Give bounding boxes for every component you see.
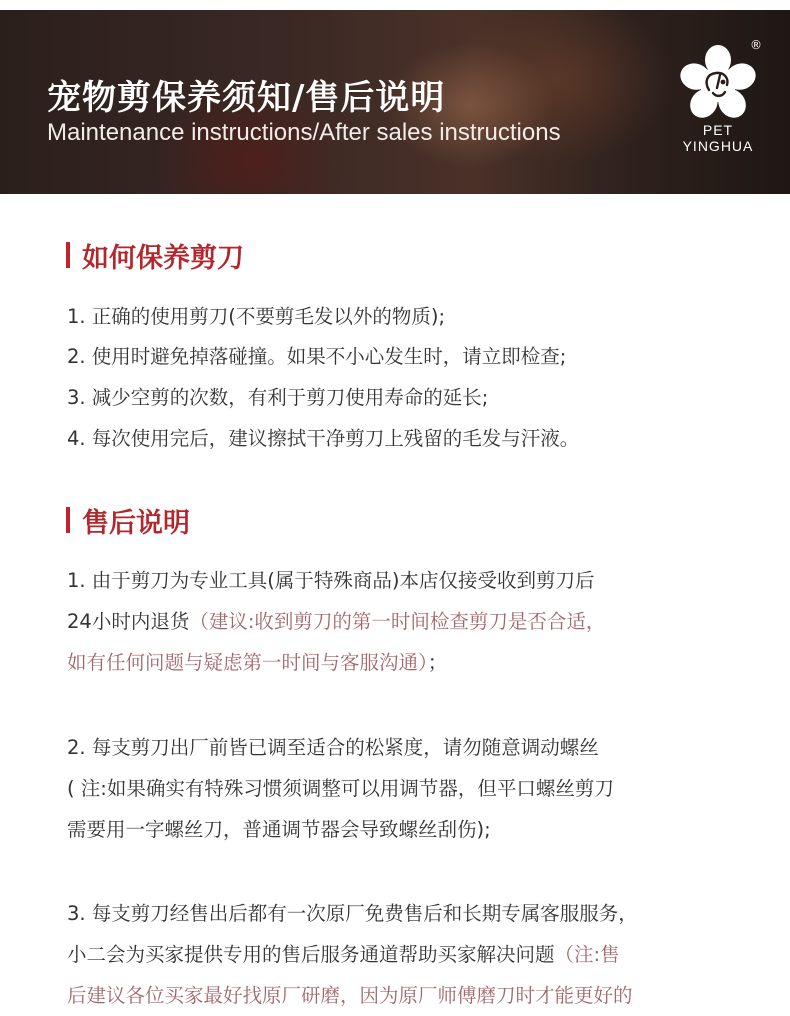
logo-text-pet: PET — [702, 122, 734, 138]
logo-text-name: YINGHUA — [682, 138, 754, 154]
section-aftersales-title: 售后说明 — [82, 507, 190, 539]
aftersales-item-1-note-cont: 如有任何问题与疑虑第一时间与客服沟通） — [67, 651, 428, 674]
aftersales-item-3-line-3 — [67, 976, 633, 1016]
section-aftersales-header — [66, 505, 190, 539]
page-subtitle: Maintenance instructions/After sales instructions — [47, 119, 561, 146]
aftersales-item-1-line-1: 1. 由于剪刀为专业工具(属于特殊商品)本店仅接受收到剪刀后 — [67, 569, 595, 592]
care-item-1: 1. 正确的使用剪刀(不要剪毛发以外的物质); — [67, 305, 446, 328]
aftersales-item-3-line-2 — [67, 935, 620, 975]
aftersales-item-2-line-3: 需要用一字螺丝刀，普通调节器会导致螺丝刮伤); — [67, 818, 491, 841]
aftersales-item-3-line-1: 3. 每支剪刀经售出后都有一次原厂免费售后和长期专属客服服务， — [67, 902, 638, 925]
section-marker — [66, 507, 70, 533]
aftersales-item-1-line-3 — [67, 643, 447, 683]
aftersales-item-3-text: 小二会为买家提供专用的售后服务通道帮助买家解决问题 — [67, 943, 555, 966]
page-title: 宠物剪保养须知/售后说明 — [47, 78, 446, 118]
aftersales-item-1-end: ； — [427, 651, 448, 674]
brand-logo — [672, 38, 764, 158]
aftersales-item-1-note: （建议:收到剪刀的第一时间检查剪刀是否合适， — [189, 610, 606, 633]
aftersales-item-1-text: 24小时内退货 — [67, 610, 190, 633]
header-banner — [0, 10, 790, 194]
aftersales-item-1-line-2 — [67, 602, 605, 642]
care-item-4: 4. 每次使用完后，建议擦拭干净剪刀上残留的毛发与汗液。 — [67, 427, 580, 450]
care-item-2: 2. 使用时避免掉落碰撞。如果不小心发生时，请立即检查; — [67, 345, 567, 368]
section-care-title: 如何保养剪刀 — [82, 242, 244, 274]
care-item-3: 3. 减少空剪的次数，有利于剪刀使用寿命的延长; — [67, 386, 489, 409]
section-marker — [66, 242, 70, 268]
registered-mark: ® — [750, 38, 762, 52]
aftersales-item-3-note: （注:售 — [554, 943, 620, 966]
aftersales-item-3-note-cont: 后建议各位买家最好找原厂研磨，因为原厂师傅磨刀时才能更好的 — [67, 984, 633, 1007]
aftersales-item-2-line-1: 2. 每支剪刀出厂前皆已调至适合的松紧度，请勿随意调动螺丝 — [67, 736, 599, 759]
aftersales-item-2-line-2: ( 注:如果确实有特殊习惯须调整可以用调节器，但平口螺丝剪刀 — [67, 777, 614, 800]
section-care-header — [66, 240, 244, 274]
sakura-pet-logo-icon — [680, 44, 756, 120]
